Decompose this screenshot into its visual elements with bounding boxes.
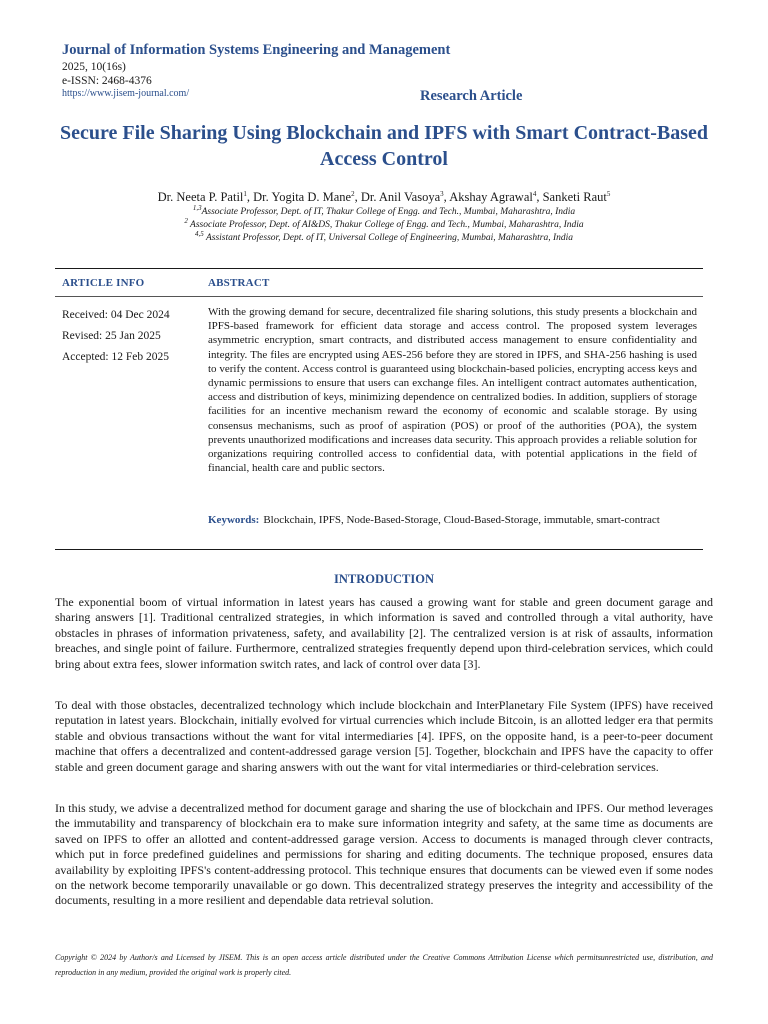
journal-name: Journal of Information Systems Engineering and Management xyxy=(62,42,451,58)
copyright-notice: Copyright © 2024 by Author/s and Licensed by JISEM. This is an open access article distributed under the Creative Commons Attribution License which permitsunrestricted use, distribution, and reproduction in any medium, provided the original work is properly cited. xyxy=(55,953,713,977)
journal-url-link[interactable]: https://www.jisem-journal.com/ xyxy=(62,88,190,99)
eissn: e-ISSN: 2468-4376 xyxy=(62,75,152,87)
author-mark: 5 xyxy=(606,189,611,198)
header-rule xyxy=(55,296,703,297)
affiliation-text: Associate Professor, Dept. of IT, Thakur College of Engg. and Tech., Mumbai, Maharashtra, India xyxy=(201,207,576,217)
received-date: Received: 04 Dec 2024 xyxy=(62,309,170,321)
intro-paragraph: The exponential boom of virtual information in latest years has caused a growing want for stable and green document garage and sharing answers [1]. Traditional centralized strategies, in which information is saved and controlled through a vital authority, have obstacles in phrases of information privateness, safety, and availability [2]. The centralized version is at risk of assaults, information breaches, and single point of failure. Furthermore, centralized strategies frequently depend upon third-celebration services, which could bring about extra fees, slower information switch rates, and lack of control over data [3]. xyxy=(55,595,713,671)
author-name: Dr. Neeta P. Patil xyxy=(157,190,244,204)
author-list: Dr. Neeta P. Patil$^1$, Dr. Yogita D. Mane$^2$, Dr. Anil Vasoya$^3$, Akshay Agrawal$^4$, Sanketi Raut$^5$ xyxy=(157,189,611,204)
affiliation xyxy=(40,229,728,245)
volume-issue: 2025, 10(16s) xyxy=(62,61,126,73)
keywords-label: Keywords: xyxy=(208,514,260,526)
journal-meta xyxy=(62,60,152,88)
author-name: Akshay Agrawal xyxy=(449,190,533,204)
paper-title: Secure File Sharing Using Blockchain and IPFS with Smart Contract-Based Access Control xyxy=(60,122,708,170)
keywords xyxy=(208,513,697,527)
keywords-list: Blockchain, IPFS, Node-Based-Storage, Cloud-Based-Storage, immutable, smart-contract xyxy=(263,514,660,526)
affiliation-mark: 4,5 xyxy=(194,229,204,238)
affiliation-list xyxy=(40,203,728,245)
author-name: Sanketi Raut xyxy=(542,190,607,204)
article-dates xyxy=(62,305,170,368)
author-mark: 2 xyxy=(351,189,355,198)
affiliation xyxy=(40,216,728,232)
affiliation-mark: 1,3 xyxy=(192,203,202,212)
article-info-heading: ARTICLE INFO xyxy=(62,277,145,289)
intro-paragraph: To deal with those obstacles, decentralized technology which include blockchain and InterPlanetary File System (IPFS) have received reputation in latest years. Blockchain, initially evolved for virtual currencies which include Bitcoin, is an allotted ledger era that permits stable and obvious transactions without the want for vital intermediaries [4]. IPFS, on the opposite hand, is a peer-to-peer document machine that offers a decentralized and content-addressed garage version [5]. Together, blockchain and IPFS have the capacity to offer stable and green document garage and sharing answers with out the want for vital intermediaries or third-celebration services. xyxy=(55,698,713,774)
top-rule xyxy=(55,268,703,269)
intro-paragraph: In this study, we advise a decentralized method for document garage and sharing the use of blockchain and IPFS. Our method leverages the immutability and transparency of blockchain era to make sure information integrity and safety, at the same time as documents are saved on IPFS to offer an allotted and content-addressed garage version. Access to documents is managed through clever contracts, which put in force predefined guidelines and permissions for sharing and editing documents. The technique proposed, ensures data availability by exploiting IPFS's content-addressing protocol. This technique ensures that documents can be viewed even if some nodes on the network become temporarily unavailable or go down. This decentralized strategy preserves the integrity and accessibility of the documents, resulting in a more resilient and dependable data retrieval solution. xyxy=(55,801,713,908)
bottom-rule xyxy=(55,549,703,550)
revised-date: Revised: 25 Jan 2025 xyxy=(62,330,161,342)
accepted-date: Accepted: 12 Feb 2025 xyxy=(62,351,169,363)
abstract-heading: ABSTRACT xyxy=(208,277,270,289)
article-type: Research Article xyxy=(420,88,523,104)
author-name: Dr. Anil Vasoya xyxy=(360,190,441,204)
affiliation-text: Assistant Professor, Dept. of IT, Universal College of Engineering, Mumbai, Maharashtra, India xyxy=(203,233,573,243)
author-mark: 3 xyxy=(440,189,444,198)
abstract-text: With the growing demand for secure, decentralized file sharing solutions, this study presents a blockchain and IPFS-based framework for efficient data storage and access control. The proposed system leverages asymmetric encryption, smart contracts, and distributed access management to ensure confidentiality and integrity. The files are encrypted using AES-256 before they are stored in IPFS, and SHA-256 hashing is used to verify the content. Access control is guaranteed using blockchain-based policies, encrypting access keys and dynamic permissions to ensure that users can exchange files. An intelligent contract automates authentication, access and distribution of keys, minimizing dependence on centralized bodies. In addition, suppliers of storage facilities for an incentive mechanism reward the economy of economic and scalable storage. By using consensus mechanisms, such as proof of aspiration (POS) or proof of the authorities (POA), the system prevents unauthorized modifications and increases data security. This approach provides a reliable solution for organizations requiring controlled access to confidential data, with potential applications in the field of financial, health care and public sectors. xyxy=(208,306,697,475)
affiliation-text: Associate Professor, Dept. of AI&DS, Thakur College of Engg. and Tech., Mumbai, Maharashtra, India xyxy=(187,220,584,230)
author-mark: 1 xyxy=(243,189,247,198)
affiliation xyxy=(40,203,728,219)
section-heading-introduction: INTRODUCTION xyxy=(333,572,434,586)
author-name: Dr. Yogita D. Mane xyxy=(253,190,352,204)
affiliation-mark: 2 xyxy=(184,216,188,225)
author-mark: 4 xyxy=(532,189,537,198)
